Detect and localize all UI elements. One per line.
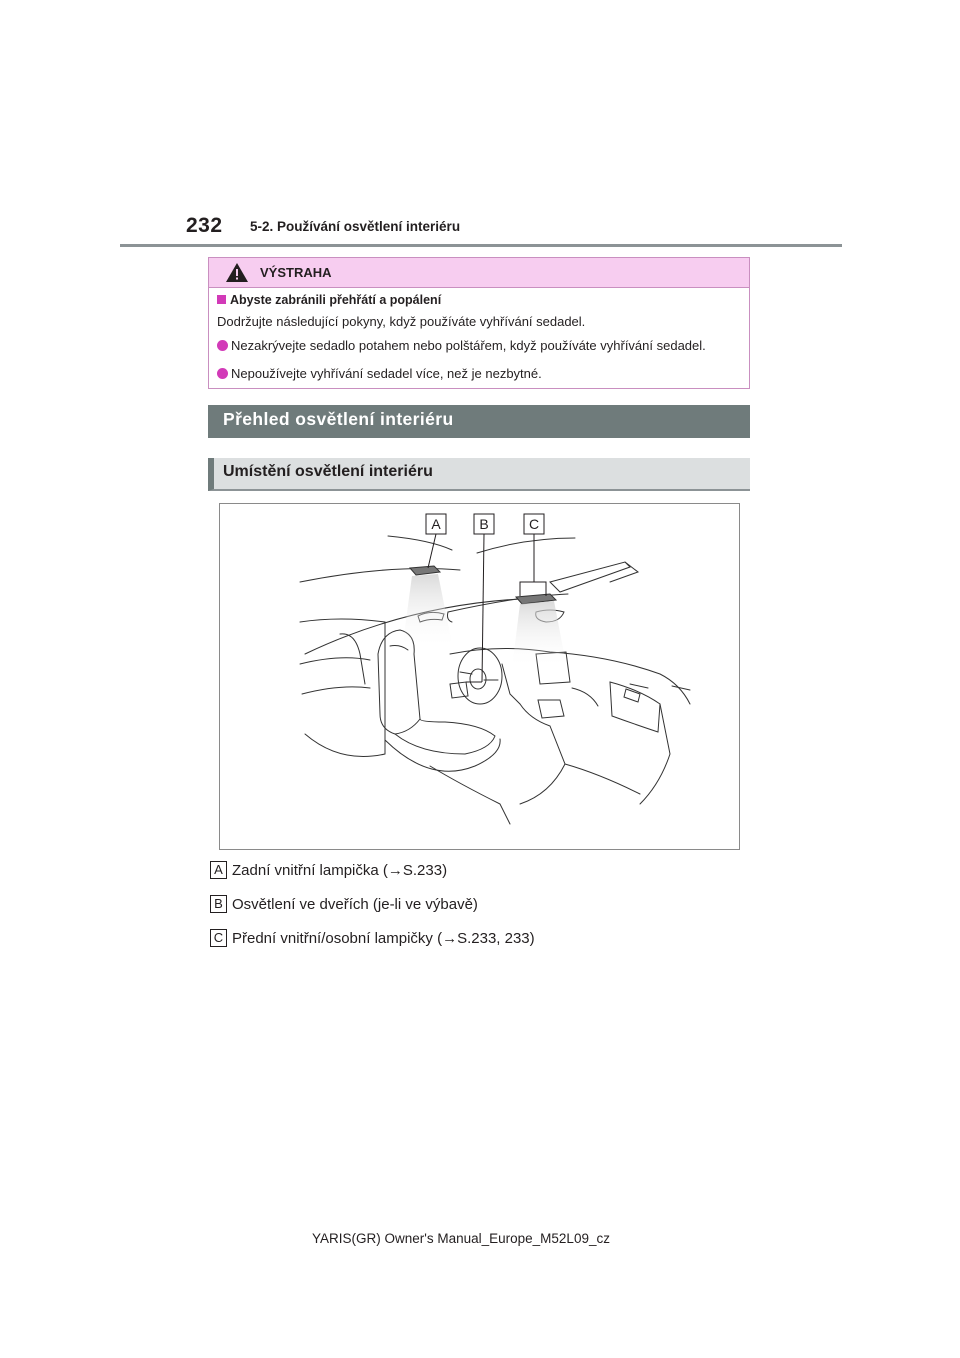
round-bullet-icon (217, 368, 228, 379)
callout-a-label: A (431, 516, 441, 532)
page-number: 232 (186, 214, 223, 237)
callout-b (474, 514, 494, 534)
warning-title: VÝSTRAHA (260, 265, 332, 280)
square-bullet-icon (217, 295, 226, 304)
warning-text: Dodržujte následující pokyny, když používáte vyhřívání sedadel. (217, 314, 586, 329)
warning-triangle-icon (225, 262, 249, 283)
round-bullet-icon (217, 340, 228, 351)
legend-item-a (210, 861, 447, 879)
interior-lights-figure (219, 503, 740, 850)
warning-bullet-text: Nezakrývejte sedadlo potahem nebo polštářem, když používáte vyhřívání sedadel. (231, 338, 706, 353)
warning-subheading (217, 293, 441, 307)
legend-text-a: Zadní vnitřní lampička (→S.233) (232, 862, 448, 879)
callout-c-label: C (528, 516, 540, 532)
section-header: 5-2. Používání osvětlení interiéru (250, 219, 461, 234)
legend-text-c: Přední vnitřní/osobní lampičky (→S.233, 233) (232, 930, 535, 947)
callout-b-label: B (479, 516, 489, 532)
callout-a (426, 514, 446, 534)
legend-item-c (210, 929, 535, 947)
legend-letter-c: C (210, 929, 227, 947)
subsection-title: Umístění osvětlení interiéru (208, 458, 750, 491)
warning-bullet (217, 338, 706, 353)
footer: YARIS(GR) Owner's Manual_Europe_M52L09_cz (312, 1231, 610, 1246)
warning-header (209, 258, 749, 288)
header-rule (120, 244, 842, 247)
warning-subheading-text: Abyste zabránili přehřátí a popálení (230, 293, 442, 307)
legend-text-b: Osvětlení ve dveřích (je-li ve výbavě) (232, 896, 478, 913)
warning-box (208, 257, 750, 389)
warning-bullet (217, 366, 542, 381)
light-beam-a (402, 574, 452, 650)
warning-bullet-text: Nepoužívejte vyhřívání sedadel více, než je nezbytné. (231, 366, 542, 381)
car-interior-illustration (220, 504, 739, 849)
legend-letter-b: B (210, 895, 227, 913)
legend-letter-a: A (210, 861, 227, 879)
section-title: Přehled osvětlení interiéru (208, 405, 750, 438)
callout-c (524, 514, 544, 534)
legend-item-b (210, 895, 478, 913)
